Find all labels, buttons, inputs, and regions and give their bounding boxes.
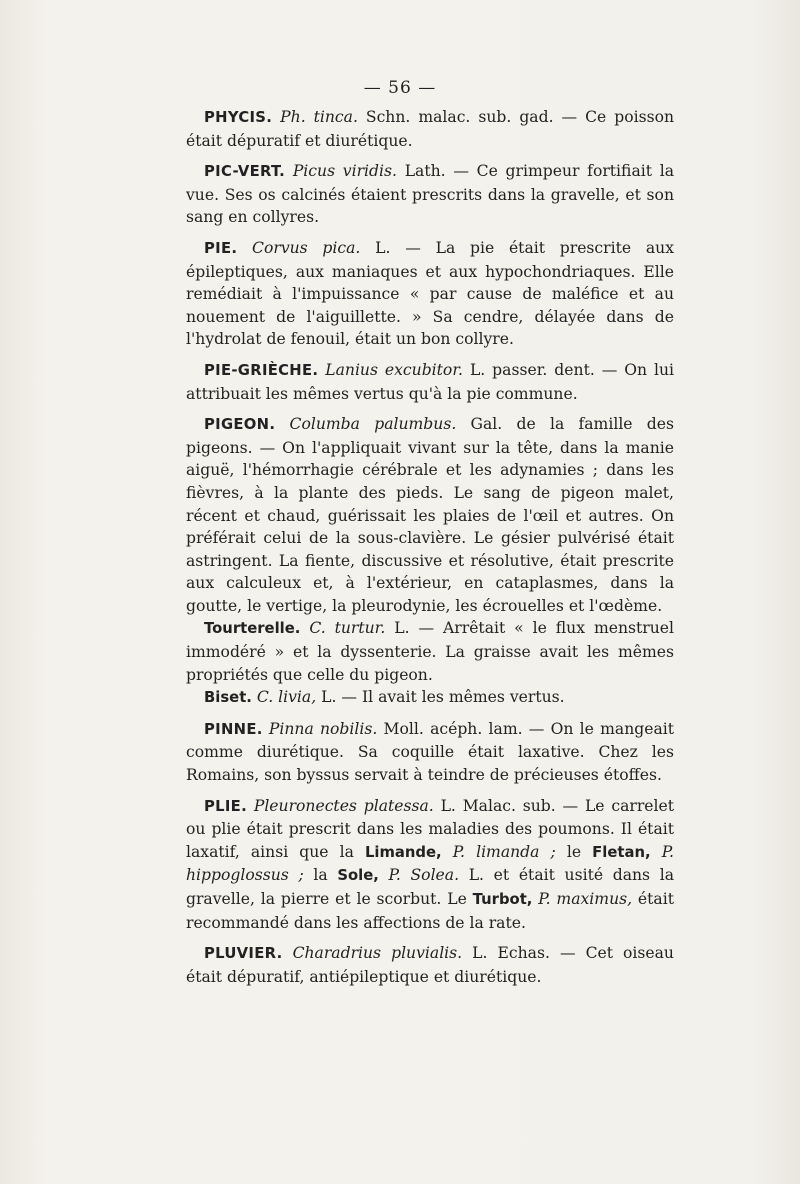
latin-name: P. hippoglossus ; bbox=[186, 842, 674, 885]
subentry-fletan: Fletan, bbox=[592, 843, 651, 861]
latin-name: P. limanda ; bbox=[452, 842, 556, 861]
subentry-sole: Sole, bbox=[337, 867, 379, 885]
latin-name: Pleuronectes platessa. bbox=[253, 796, 434, 815]
latin-name: Lanius excubitor. bbox=[325, 360, 464, 379]
headword: PIE-GRIÈCHE. bbox=[204, 361, 319, 379]
latin-name: P. Solea. bbox=[388, 866, 460, 885]
entry-plie bbox=[186, 795, 674, 935]
subentry-turbot: Turbot, bbox=[472, 891, 533, 908]
latin-name: Ph. tinca. bbox=[280, 108, 358, 126]
latin-name: Corvus pica. bbox=[252, 238, 361, 257]
entry-text: Gal. de la famille des pigeons. — On l'appliquait vivant sur la tête, dans la manie aiguë, l'hémorrhagie cérébrale et les adynamies ; dans les fièvres, à la plante des pieds. Le sang de pigeon malet, récent et chaud, guérissait les plaies de l'œil et autres. On préférait celui de la sous-clavière. Le gésier pulvérisé était astringent. La fiente, discussive et résolutive, était prescrite aux calculeux et, à l'extérieur, en cataplasmes, dans la goutte, le vertige, la pleurodynie, les écrouelles et l'œdème. bbox=[186, 415, 674, 615]
headword: PIC-VERT. bbox=[204, 163, 286, 181]
headword: PIE. bbox=[204, 239, 238, 257]
entry-biset bbox=[186, 686, 674, 710]
entry-text: Moll. acéph. lam. — On le mangeait comme diurétique. Sa coquille était laxative. Chez les Romains, son byssus servait à teindre de précieuses étoffes. bbox=[186, 719, 675, 785]
latin-name: C. livia, bbox=[256, 688, 317, 707]
entry-pic-vert bbox=[186, 160, 674, 229]
headword: PHYCIS. bbox=[204, 109, 273, 126]
headword: Tourterelle. bbox=[204, 620, 301, 638]
entry-text: L. Malac. sub. — Le carrelet ou plie était prescrit dans les maladies des poumons. Il était laxatif, ainsi que la bbox=[186, 796, 674, 861]
headword: PINNE. bbox=[204, 720, 263, 738]
entry-phycis bbox=[186, 106, 674, 152]
entry-text: L. — La pie était prescrite aux épileptiques, aux maniaques et aux hypochondriaques. Elle remédiait à l'impuissance « par cause de maléfice et au nouement de l'aiguillette. » Sa cendre, délayée dans de l'hydrolat de fenouil, était un bon collyre. bbox=[186, 238, 674, 349]
text-body bbox=[186, 106, 674, 996]
latin-name: P. maximus, bbox=[538, 890, 633, 908]
entry-text: le bbox=[555, 842, 593, 861]
entry-pinne bbox=[186, 718, 674, 787]
headword: PLIE. bbox=[204, 797, 248, 815]
latin-name: Picus viridis. bbox=[292, 162, 397, 181]
entry-text: L. passer. dent. — On lui attribuait les mêmes vertus qu'à la pie commune. bbox=[186, 360, 674, 403]
latin-name: C. turtur. bbox=[309, 619, 386, 638]
entry-pie bbox=[186, 237, 674, 351]
entry-text: L. Echas. — Cet oiseau était dépuratif, antiépileptique et diurétique. bbox=[186, 944, 674, 986]
headword: Biset. bbox=[204, 689, 252, 707]
entry-text: L. — Il avait les mêmes vertus. bbox=[316, 688, 565, 707]
latin-name: Pinna nobilis. bbox=[268, 719, 378, 738]
entry-tourterelle bbox=[186, 617, 674, 686]
entry-text: L. et était usité dans la gravelle, la pierre et le scorbut. Le bbox=[186, 866, 674, 908]
entry-pie-grieche bbox=[186, 359, 674, 405]
latin-name: Columba palumbus. bbox=[289, 415, 457, 434]
subentry-limande: Limande, bbox=[364, 843, 442, 861]
entry-text: Schn. malac. sub. gad. — Ce poisson était dépuratif et diurétique. bbox=[186, 108, 675, 150]
page-number: — 56 — bbox=[363, 78, 437, 98]
headword: PLUVIER. bbox=[204, 945, 283, 963]
entry-text: Lath. — Ce grimpeur fortifiait la vue. Ses os calcinés étaient prescrits dans la gravelle, et son sang en collyres. bbox=[186, 162, 674, 227]
entry-text: la bbox=[303, 866, 338, 885]
entry-text: L. — Arrêtait « le flux menstruel immodéré » et la dyssenterie. La graisse avait les mêmes propriétés que celle du pigeon. bbox=[186, 619, 674, 684]
entry-text: était recommandé dans les affections de la rate. bbox=[186, 890, 674, 932]
entry-pigeon bbox=[186, 413, 674, 617]
headword: PIGEON. bbox=[204, 416, 276, 434]
entry-pluvier bbox=[186, 942, 674, 988]
latin-name: Charadrius pluvialis. bbox=[292, 944, 463, 963]
